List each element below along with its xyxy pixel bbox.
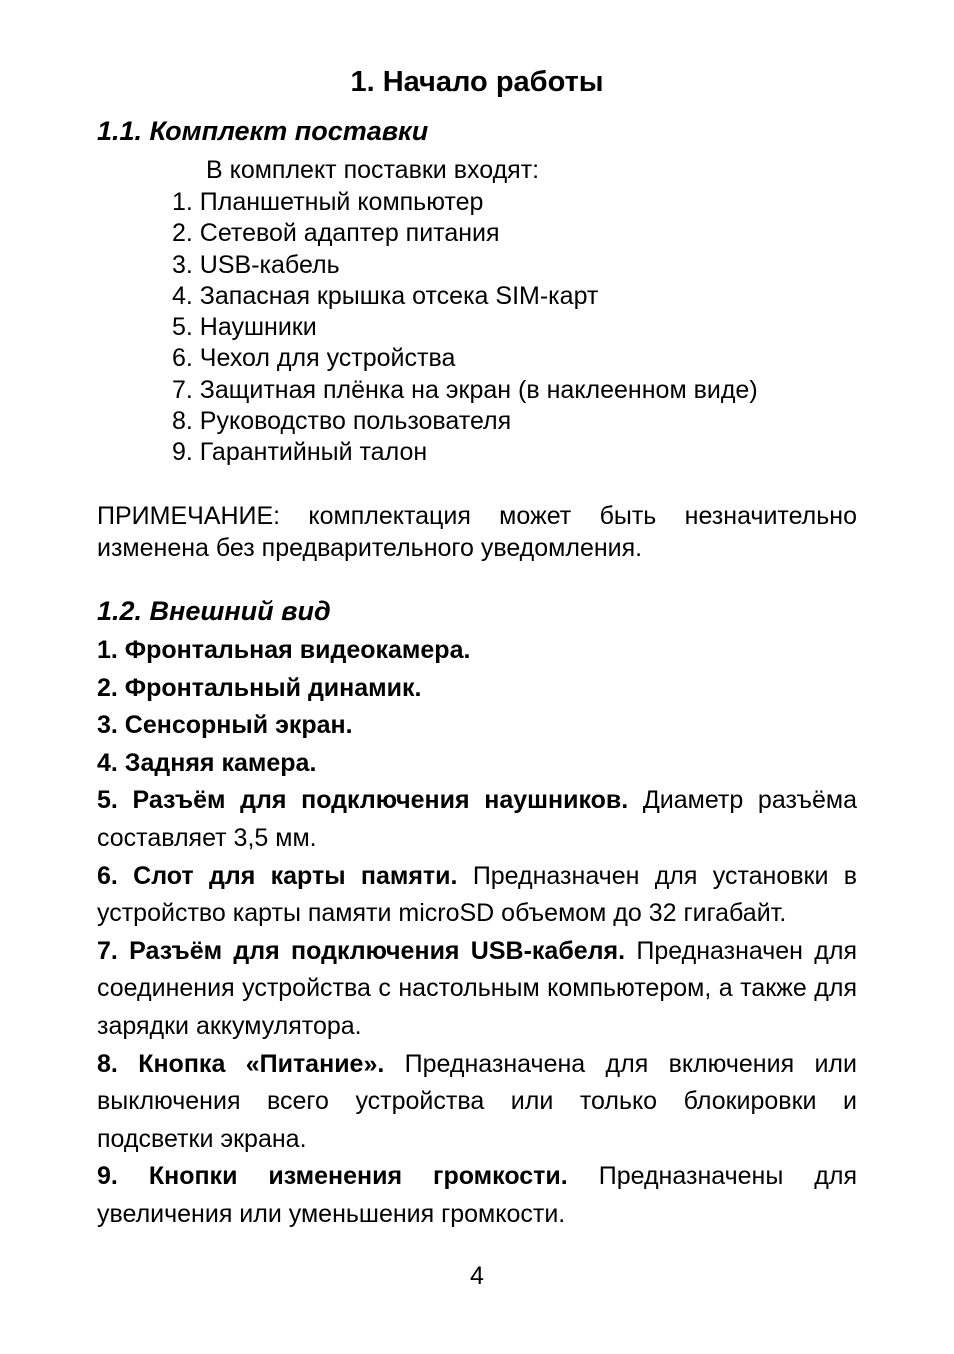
- part-item: [97, 670, 857, 708]
- part-title: 9. Кнопки изменения громкости.: [97, 1162, 568, 1191]
- part-item: [97, 1158, 857, 1233]
- part-item: [97, 745, 857, 783]
- kit-item: 5. Наушники: [172, 313, 317, 342]
- part-title: 5. Разъём для подключения наушников.: [97, 786, 629, 815]
- part-title: 6. Слот для карты памяти.: [97, 861, 458, 890]
- part-item: [97, 632, 857, 670]
- part-item: [97, 1046, 857, 1159]
- part-description: Диаметр разъёма составляет 3,5 мм.: [97, 786, 857, 852]
- part-description: Предназначены для увеличения или уменьшения громкости.: [97, 1162, 857, 1228]
- part-title: 4. Задняя камера.: [97, 748, 317, 777]
- part-description: Предназначен для соединения устройства с настольным компьютером, а также для зарядки аккумулятора.: [97, 936, 857, 1040]
- part-item: [97, 707, 857, 745]
- part-description: Предназначен для установки в устройство карты памяти microSD объемом до 32 гигабайт.: [97, 861, 857, 928]
- kit-list: [172, 187, 758, 469]
- part-title: 2. Фронтальный динамик.: [97, 673, 422, 702]
- kit-item: 4. Запасная крышка отсека SIM-карт: [172, 281, 599, 310]
- chapter-title: 1. Начало работы: [350, 66, 604, 98]
- kit-item: 8. Руководство пользователя: [172, 407, 512, 436]
- kit-note: ПРИМЕЧАНИЕ: комплектация может быть незначительно изменена без предварительного уведомления.: [97, 502, 857, 562]
- part-description: Предназначена для включения или выключения всего устройства или только блокировки и подсветки экрана.: [97, 1049, 857, 1153]
- kit-item: 6. Чехол для устройства: [172, 344, 456, 373]
- page-number: 4: [470, 1262, 484, 1290]
- parts-list: [97, 632, 857, 1234]
- part-title: 7. Разъём для подключения USB-кабеля.: [97, 936, 626, 965]
- kit-item: 2. Сетевой адаптер питания: [172, 219, 500, 248]
- kit-item: 1. Планшетный компьютер: [172, 188, 484, 216]
- kit-item: 7. Защитная плёнка на экран (в наклеенном виде): [172, 375, 758, 404]
- part-title: 8. Кнопка «Питание».: [97, 1049, 385, 1078]
- part-item: [97, 933, 857, 1046]
- part-title: 3. Сенсорный экран.: [97, 711, 353, 740]
- kit-intro: В комплект поставки входят:: [206, 156, 540, 184]
- section-heading-appearance: 1.2. Внешний вид: [97, 596, 331, 626]
- kit-item: 9. Гарантийный талон: [172, 438, 428, 467]
- part-item: [97, 782, 857, 857]
- kit-item: 3. USB-кабель: [172, 250, 340, 279]
- part-item: [97, 858, 857, 933]
- part-title: 1. Фронтальная видеокамера.: [97, 636, 471, 664]
- section-heading-kit: 1.1. Комплект поставки: [97, 116, 429, 146]
